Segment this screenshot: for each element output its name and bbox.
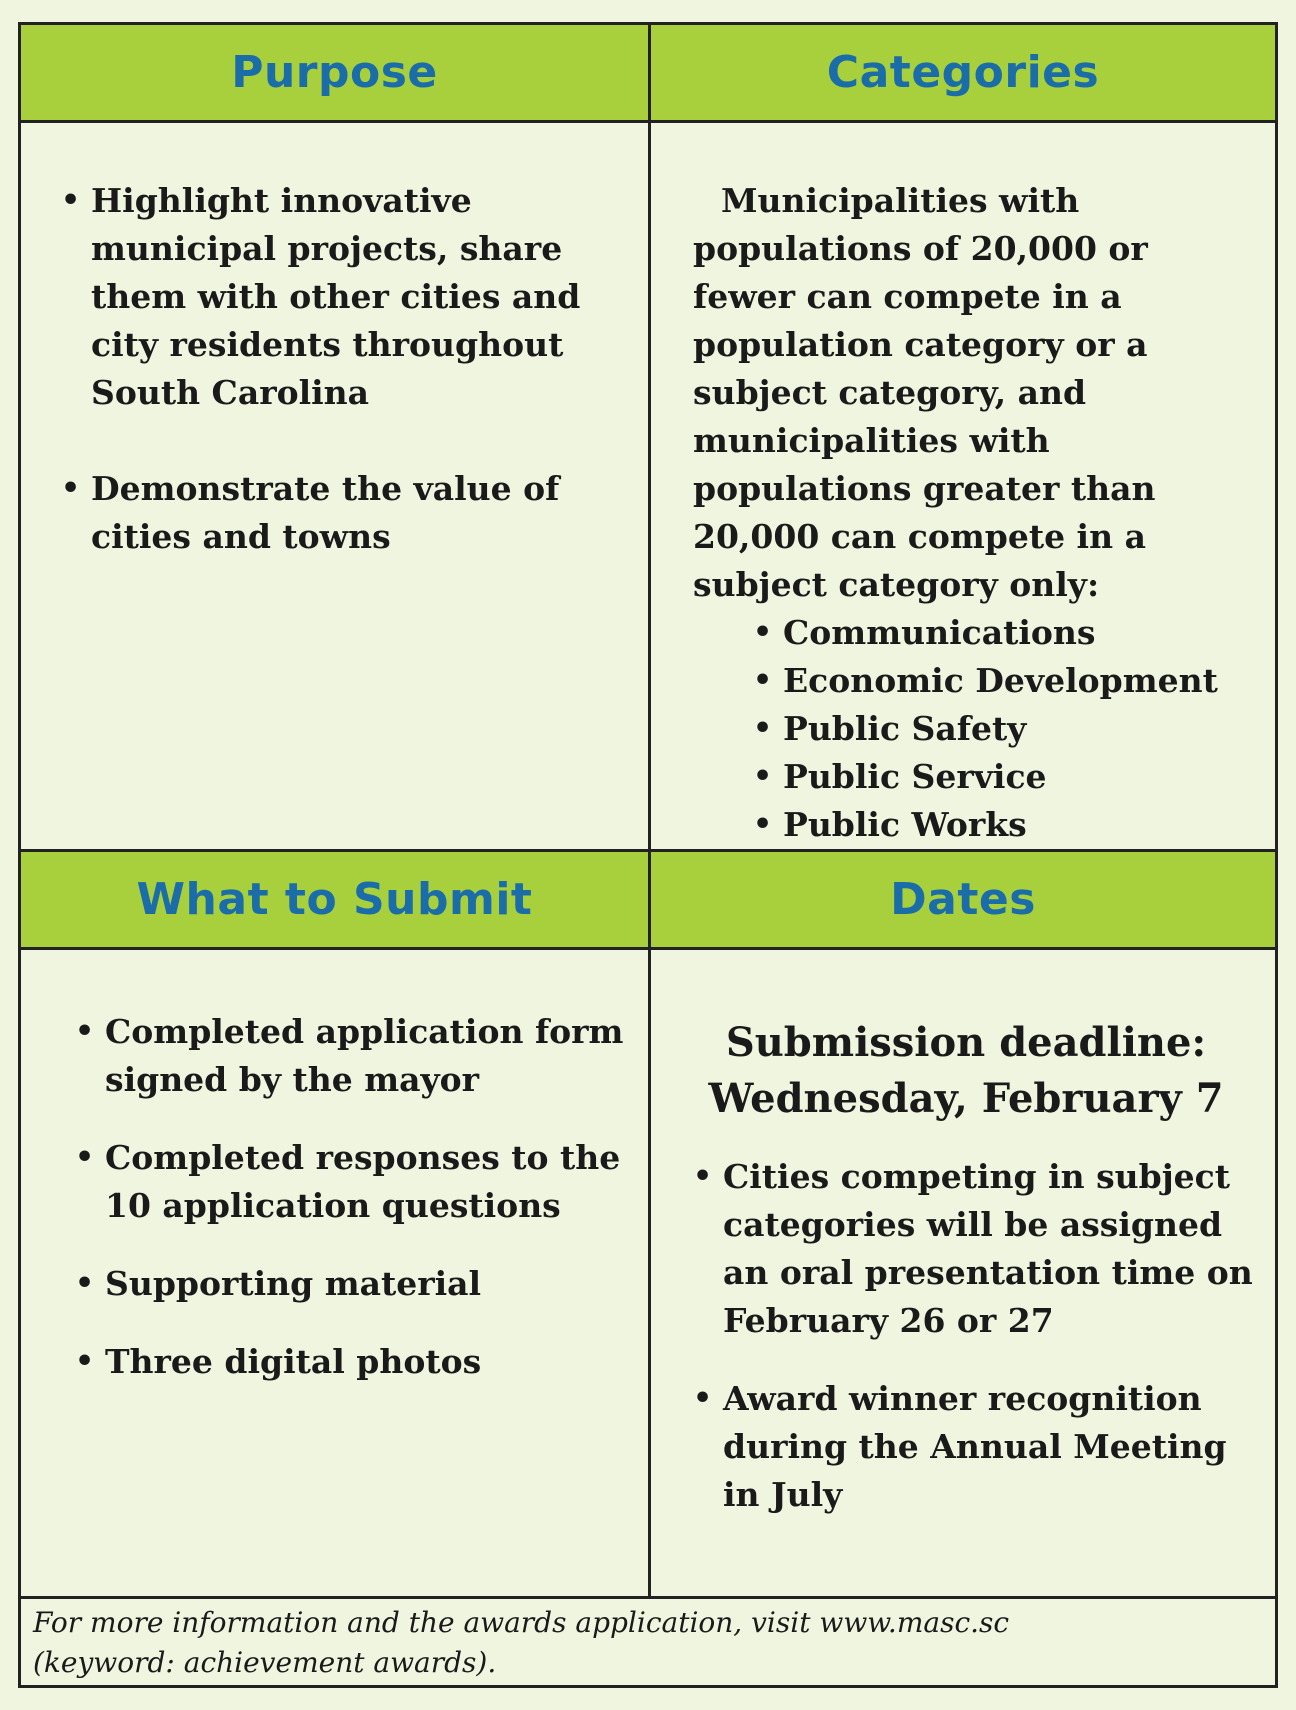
categories-intro: Municipalities with populations of 20,000 or fewer can compete in a population category or a subject category, and municipalities with populations greater than 20,000 can compete in a subject category only:: [693, 181, 1156, 604]
purpose-title: Purpose: [231, 47, 438, 98]
submit-body: [75, 1008, 635, 1386]
submit-item: • Supporting material: [75, 1260, 635, 1308]
dates-body: [671, 1015, 1261, 1519]
dates-item: • Cities competing in subject categories will be assigned an oral presentation time on February 26 or 27: [693, 1153, 1261, 1345]
footer-line-1: For more information and the awards application, visit www.masc.sc: [33, 1606, 1010, 1639]
submit-item: • Three digital photos: [75, 1338, 635, 1386]
awards-info-table: [18, 22, 1278, 1688]
category-item: • Public Works: [753, 801, 1253, 849]
deadline-label: Submission deadline:: [725, 1019, 1207, 1066]
submit-item: • Completed responses to the 10 application questions: [75, 1134, 635, 1230]
category-item: • Economic Development: [753, 657, 1253, 705]
category-item: • Public Safety: [753, 705, 1253, 753]
categories-list: [753, 609, 1253, 849]
divider-vertical: [648, 25, 651, 1599]
categories-title: Categories: [826, 47, 1100, 98]
submit-header: [21, 852, 648, 947]
dates-header: [651, 852, 1275, 947]
deadline-date: Wednesday, February 7: [708, 1075, 1224, 1122]
submit-list: [75, 1008, 635, 1386]
submit-title: What to Submit: [136, 874, 533, 925]
purpose-item: • Demonstrate the value of cities and towns: [61, 465, 621, 561]
categories-body: [693, 177, 1253, 849]
categories-header: [651, 25, 1275, 120]
dates-title: Dates: [890, 874, 1036, 925]
footer-note: [21, 1593, 1275, 1685]
dates-list: [693, 1153, 1261, 1519]
category-item: • Public Service: [753, 753, 1253, 801]
dates-item: • Award winner recognition during the Annual Meeting in July: [693, 1375, 1261, 1519]
purpose-item: • Highlight innovative municipal projects, share them with other cities and city residents throughout South Carolina: [61, 177, 621, 417]
footer-line-2: (keyword: achievement awards).: [33, 1646, 497, 1679]
submit-item: • Completed application form signed by the mayor: [75, 1008, 635, 1104]
purpose-header: [21, 25, 648, 120]
category-item: • Communications: [753, 609, 1253, 657]
purpose-body: [61, 177, 621, 561]
purpose-list: [61, 177, 621, 561]
